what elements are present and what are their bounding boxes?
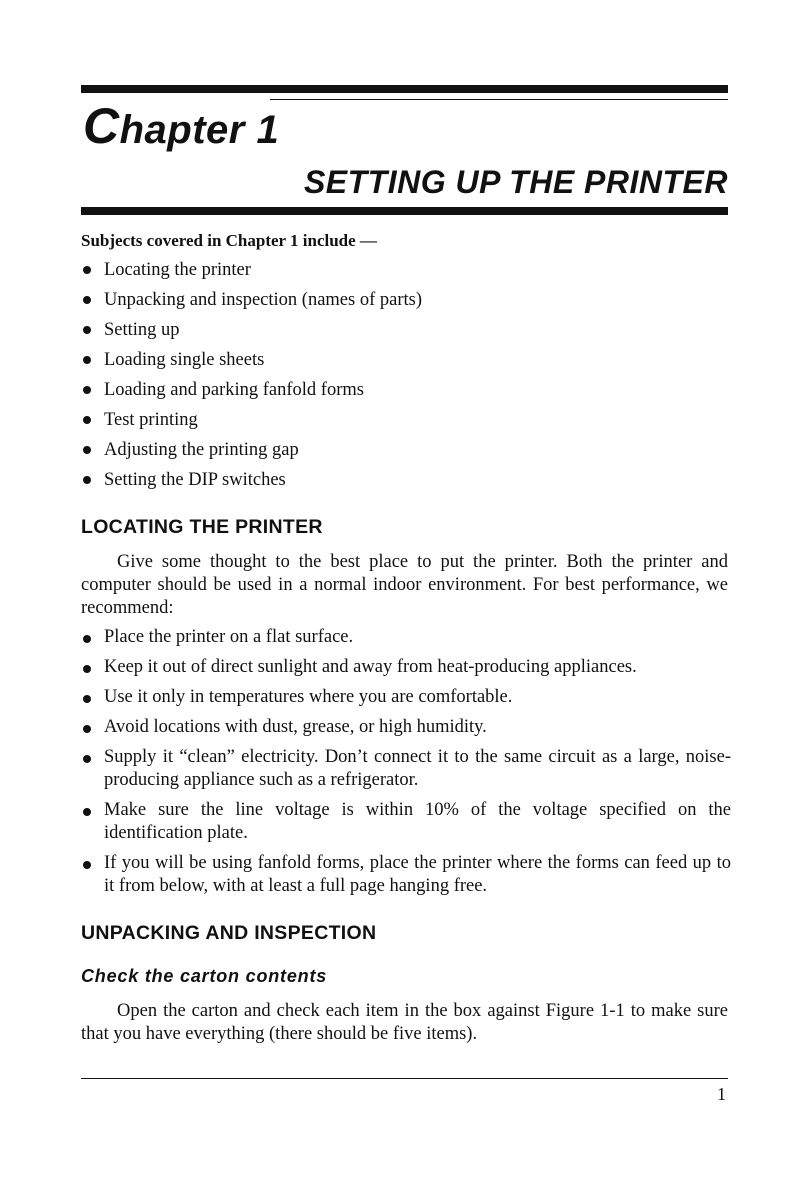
bullet-icon [83,266,91,274]
bullet-icon [83,446,91,454]
bullet-icon [83,861,91,869]
footer-rule [81,1078,728,1079]
chapter-title-initial: C [83,98,120,154]
section-heading-unpacking: UNPACKING AND INSPECTION [81,922,377,944]
bullet-icon [83,326,91,334]
list-item-text: Keep it out of direct sunlight and away from heat-producing appliances. [104,657,637,677]
list-item-text: Setting up [104,320,180,340]
top-thin-rule [270,99,728,100]
chapter-title [83,100,279,156]
subheading-check-carton: Check the carton contents [81,966,328,986]
list-item-text: If you will be using fanfold forms, place the printer where the forms can feed up to it from below, with at least a full page hanging free. [104,853,731,896]
subjects-list [81,257,731,497]
bullet-icon [83,476,91,484]
list-item [81,257,731,287]
bullet-icon [83,635,91,643]
list-item-text: Loading single sheets [104,350,265,370]
bullet-icon [83,725,91,733]
chapter-title-rest: hapter 1 [119,108,280,152]
list-item-text: Locating the printer [104,260,251,280]
subjects-intro: Subjects covered in Chapter 1 include — [81,231,377,250]
list-item [81,287,731,317]
list-item [81,799,731,845]
page-number: 1 [717,1084,726,1104]
list-item-text: Loading and parking fanfold forms [104,380,364,400]
list-item-text: Supply it “clean” electricity. Don’t connect it to the same circuit as a large, noise-producing appliance such as a refrigerator. [104,747,731,790]
list-item-text: Adjusting the printing gap [104,440,299,460]
list-item [81,317,731,347]
section-heading-locating: LOCATING THE PRINTER [81,516,323,538]
list-item [81,852,731,898]
bullet-icon [83,416,91,424]
list-item-text: Place the printer on a flat surface. [104,627,354,647]
list-item [81,746,731,792]
recommendations-list [81,626,731,905]
list-item [81,377,731,407]
list-item-text: Setting the DIP switches [104,470,286,490]
list-item [81,716,731,739]
list-item-text: Unpacking and inspection (names of parts) [104,290,423,310]
bullet-icon [83,808,91,816]
bullet-icon [83,296,91,304]
list-item [81,656,731,679]
list-item-text: Test printing [104,410,198,430]
bullet-icon [83,695,91,703]
top-thick-rule [81,85,728,93]
list-item-text: Avoid locations with dust, grease, or high humidity. [104,717,487,737]
bullet-icon [83,755,91,763]
bullet-icon [83,356,91,364]
bullet-icon [83,665,91,673]
list-item [81,467,731,497]
list-item-text: Use it only in temperatures where you are comfortable. [104,687,513,707]
list-item [81,437,731,467]
list-item [81,347,731,377]
locating-paragraph: Give some thought to the best place to put the printer. Both the printer and computer should be used in a normal indoor environment. For best performance, we recommend: [81,552,728,618]
unpacking-paragraph: Open the carton and check each item in the box against Figure 1-1 to make sure that you have everything (there should be five items). [81,1001,728,1044]
list-item [81,407,731,437]
list-item [81,686,731,709]
list-item-text: Make sure the line voltage is within 10% of the voltage specified on the identification plate. [104,800,731,843]
chapter-subtitle: SETTING UP THE PRINTER [303,164,728,200]
bullet-icon [83,386,91,394]
list-item [81,626,731,649]
header-bottom-rule [81,207,728,215]
